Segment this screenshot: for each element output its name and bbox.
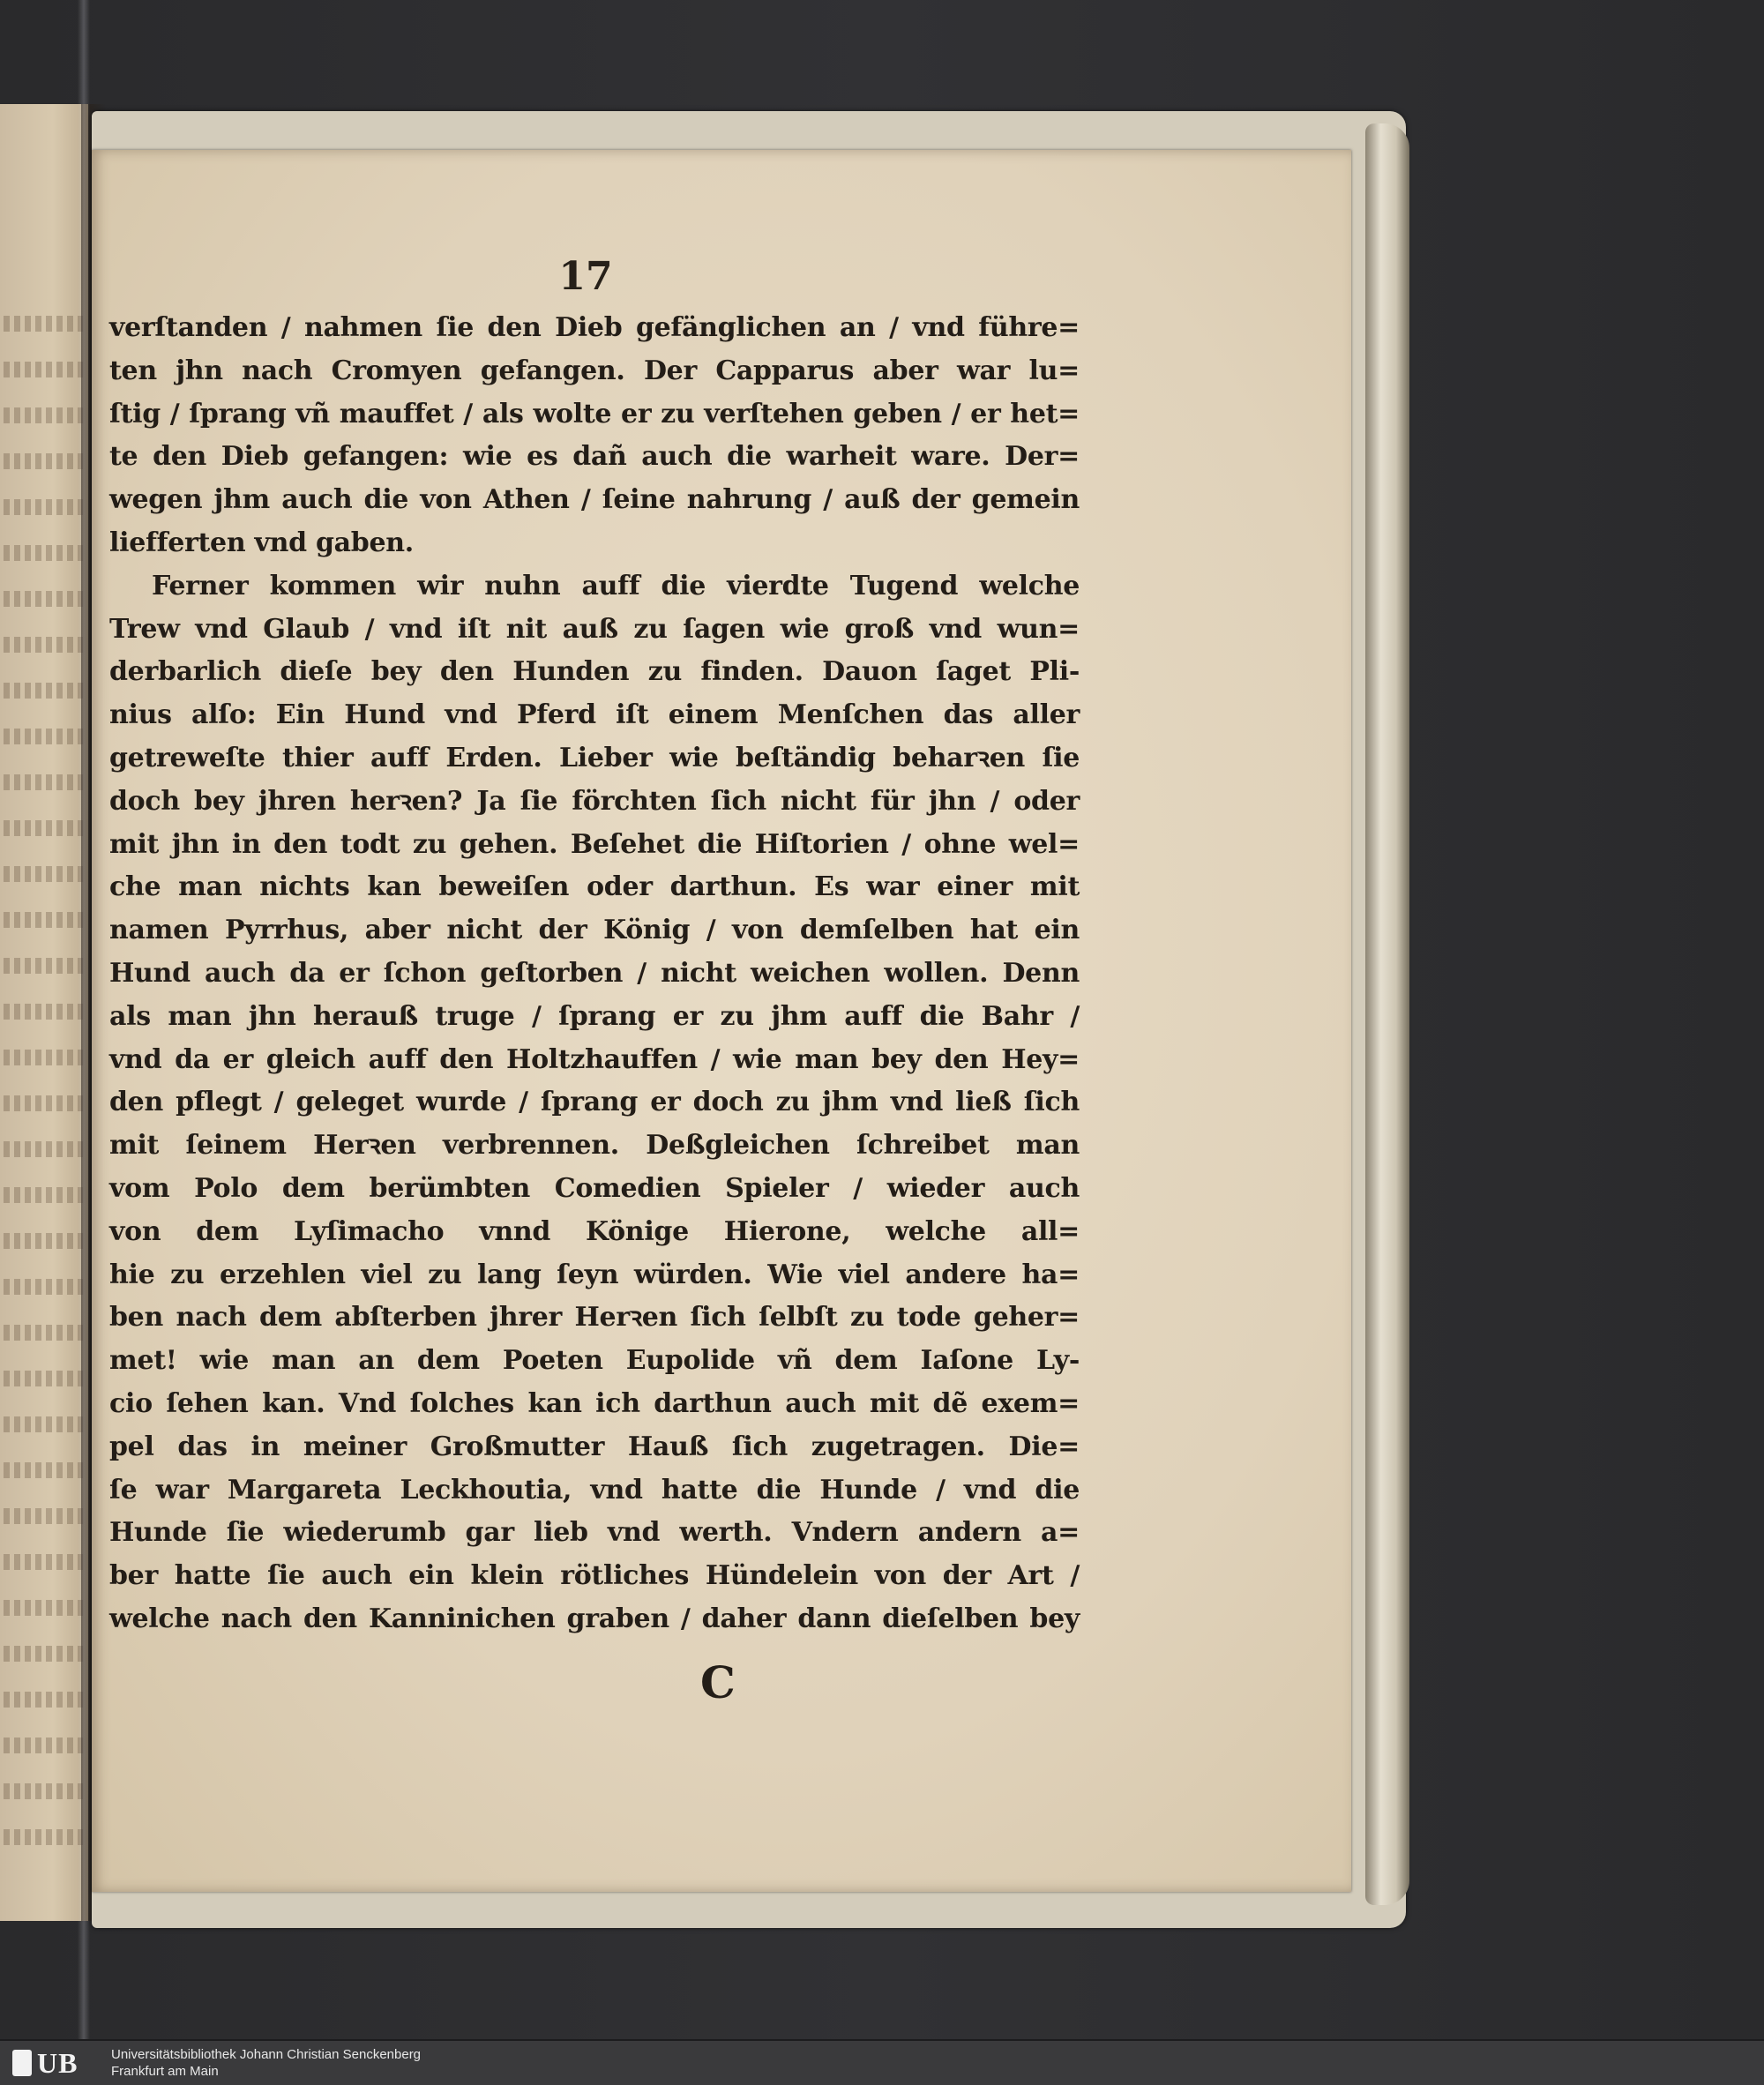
text-line: als man jhn herauß truge / ſprang er zu jhm auff die Bahr / <box>109 1000 1080 1032</box>
text-line: Trew vnd Glaub / vnd iſt nit auß zu ſagen wie groß vnd wun= <box>109 613 1080 645</box>
text-line: verſtanden / nahmen ſie den Dieb gefänglichen an / vnd führe= <box>109 312 1080 343</box>
facing-page-ghost-text <box>4 1783 83 1799</box>
page-text <box>109 307 1080 1641</box>
text-line: ſe war Margareta Leckhoutia, vnd hatte die Hunde / vnd die <box>109 1474 1080 1506</box>
text-line: Hund auch da er ſchon geſtorben / nicht weichen wollen. Denn <box>109 957 1080 989</box>
text-line: ten jhn nach Cromyen gefangen. Der Capparus aber war lu= <box>109 355 1080 386</box>
cover-fore-edge <box>1365 123 1409 1905</box>
text-line: ben nach dem abſterben jhrer Herꝛen ſich ſelbſt zu tode geher= <box>109 1302 1080 1334</box>
text-line: doch bey jhren herꝛen? Ja ſie förchten ſich nicht für jhn / oder <box>109 785 1080 817</box>
facing-page-ghost-text <box>4 1738 83 1753</box>
text-line: derbarlich dieſe bey den Hunden zu finden. Dauon ſaget Pli- <box>109 656 1080 688</box>
facing-page-ghost-text <box>4 1416 83 1432</box>
text-line: vom Polo dem berümbten Comedien Spieler / wieder auch <box>109 1172 1080 1204</box>
text-line: cio ſehen kan. Vnd ſolches kan ich darthun auch mit dẽ exem= <box>109 1387 1080 1419</box>
text-line: wegen jhm auch die von Athen / ſeine nahrung / auß der gemein <box>109 484 1080 516</box>
facing-page-ghost-text <box>4 958 83 974</box>
text-line: vnd da er gleich auff den Holtzhauffen / wie man bey den Hey= <box>109 1043 1080 1075</box>
facing-page-ghost-text <box>4 1050 83 1065</box>
facing-page-ghost-text <box>4 729 83 744</box>
text-line: met! wie man an dem Poeten Eupolide vñ dem Iaſone Ly- <box>109 1345 1080 1377</box>
facing-page-ghost-text <box>4 1692 83 1708</box>
text-line: nius alſo: Ein Hund vnd Pferd iſt einem Menſchen das aller <box>109 699 1080 731</box>
text-line: Hunde ſie wiederumb gar lieb vnd werth. Vndern andern a= <box>109 1517 1080 1549</box>
signature-mark: C <box>700 1656 736 1708</box>
facing-page-ghost-text <box>4 1279 83 1295</box>
institution-label <box>111 2046 421 2080</box>
text-line: mit ſeinem Herꝛen verbrennen. Deßgleichen ſchreibet man <box>109 1130 1080 1162</box>
left-page-edge <box>0 104 88 1921</box>
library-logo-icon <box>12 2050 32 2076</box>
text-line: welche nach den Kanninichen graben / daher dann dieſelben bey <box>109 1603 1080 1634</box>
text-line: pel das in meiner Großmutter Hauß ſich zugetragen. Die= <box>109 1431 1080 1462</box>
facing-page-ghost-text <box>4 1508 83 1524</box>
text-line: che man nichts kan beweiſen oder darthun. Es war einer mit <box>109 871 1080 903</box>
facing-page-ghost-text <box>4 1554 83 1570</box>
text-line: ber hatte ſie auch ein klein rötliches Hündelein von der Art / <box>109 1560 1080 1592</box>
facing-page-ghost-text <box>4 1325 83 1341</box>
facing-page-ghost-text <box>4 1600 83 1616</box>
facing-page-ghost-text <box>4 591 83 607</box>
facing-page-ghost-text <box>4 453 83 469</box>
facing-page-ghost-text <box>4 1095 83 1111</box>
text-line: mit jhn in den todt zu gehen. Beſehet die Hiſtorien / ohne wel= <box>109 828 1080 860</box>
facing-page-ghost-text <box>4 499 83 515</box>
footer-bar <box>0 2039 1764 2085</box>
facing-page-ghost-text <box>4 912 83 928</box>
institution-city: Frankfurt am Main <box>111 2064 219 2079</box>
facing-page-ghost-text <box>4 1829 83 1845</box>
logo-letters: UB <box>37 2046 78 2079</box>
text-line: ſtig / ſprang vñ mauffet / als wolte er zu verſtehen geben / er het= <box>109 398 1080 430</box>
facing-page-ghost-text <box>4 637 83 653</box>
facing-page-ghost-text <box>4 1004 83 1020</box>
facing-page-ghost-text <box>4 1187 83 1203</box>
binding-strip <box>78 0 90 2039</box>
facing-page-ghost-text <box>4 1371 83 1386</box>
facing-page-ghost-text <box>4 866 83 882</box>
facing-page-ghost-text <box>4 407 83 423</box>
ub-logo[interactable] <box>12 2048 101 2078</box>
facing-page-ghost-text <box>4 683 83 699</box>
facing-page-ghost-text <box>4 1646 83 1662</box>
text-line: Ferner kommen wir nuhn auff die vierdte Tugend welche <box>152 570 1080 602</box>
facing-page-ghost-text <box>4 545 83 561</box>
text-line: liefferten vnd gaben. <box>109 527 414 558</box>
text-line: te den Dieb gefangen: wie es dañ auch die warheit ware. Der= <box>109 441 1080 473</box>
facing-page-ghost-text <box>4 1462 83 1478</box>
facing-page-ghost-text <box>4 774 83 790</box>
facing-page-ghost-text <box>4 316 83 332</box>
text-line: den pflegt / geleget wurde / ſprang er doch zu jhm vnd ließ ſich <box>109 1087 1080 1118</box>
text-line: hie zu erzehlen viel zu lang ſeyn würden. Wie viel andere ha= <box>109 1259 1080 1290</box>
text-line: getreweſte thier auff Erden. Lieber wie beſtändig beharꝛen ſie <box>109 742 1080 773</box>
facing-page-ghost-text <box>4 1141 83 1157</box>
text-line: namen Pyrrhus, aber nicht der König / von demſelben hat ein <box>109 915 1080 946</box>
institution-name: Universitätsbibliothek Johann Christian Senckenberg <box>111 2047 422 2062</box>
facing-page-ghost-text <box>4 820 83 836</box>
text-line: von dem Lyſimacho vnnd Könige Hierone, welche all= <box>109 1215 1080 1247</box>
facing-page-ghost-text <box>4 1233 83 1249</box>
page-number: 17 <box>558 254 613 299</box>
facing-page-ghost-text <box>4 362 83 377</box>
book-page <box>92 150 1351 1892</box>
